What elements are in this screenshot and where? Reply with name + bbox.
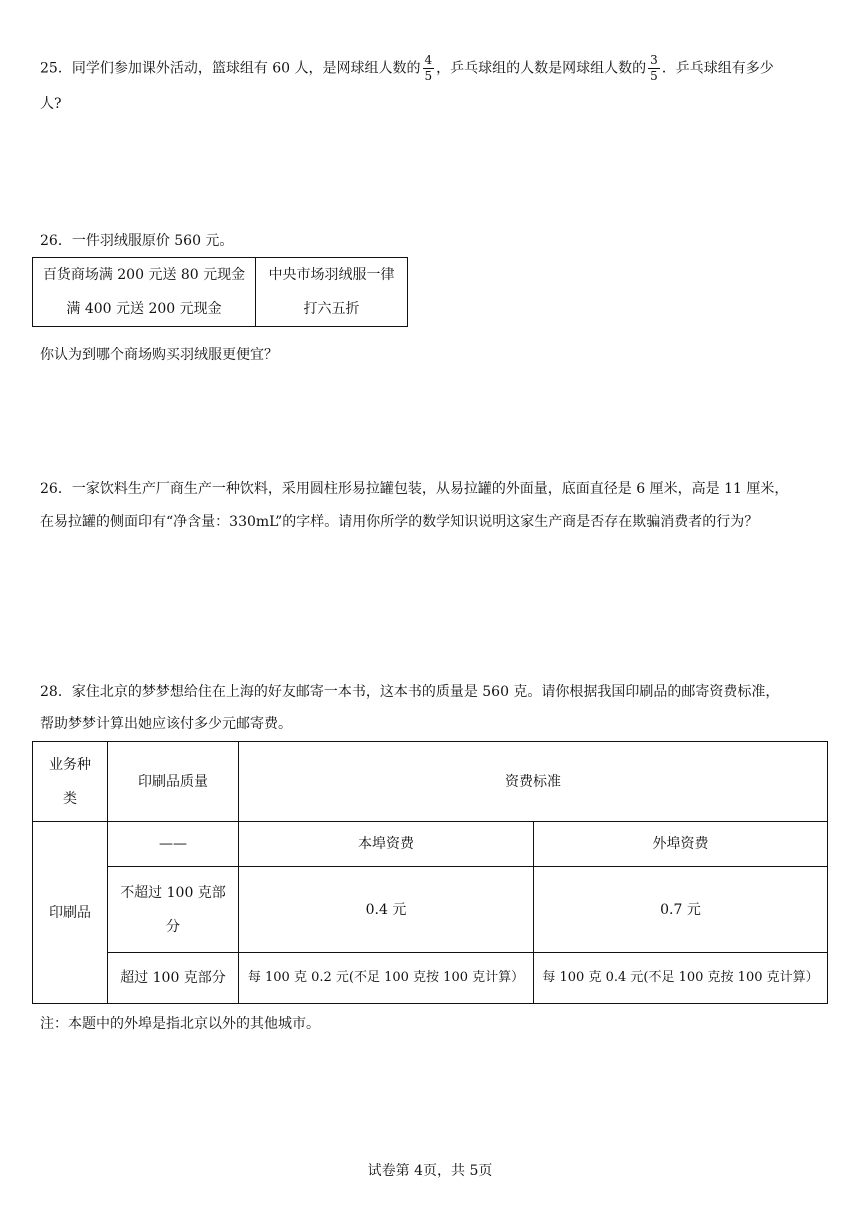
q25-text-b: ，乒乓球组的人数是网球组人数的 (436, 60, 647, 77)
promo-department-store: 百货商场满 200 元送 80 元现金 满 400 元送 200 元现金 (33, 258, 256, 327)
row2-remote-fee: 每 100 克 0.4 元(不足 100 克按 100 克计算） (534, 953, 828, 1004)
header-remote-fee: 外埠资费 (534, 822, 828, 867)
row1-local-fee: 0.4 元 (239, 867, 534, 953)
row2-local-fee: 每 100 克 0.2 元(不足 100 克按 100 克计算） (239, 953, 534, 1004)
header-fee-standard: 资费标准 (239, 742, 828, 822)
table-row (33, 953, 828, 1004)
category-print-matter: 印刷品 (33, 822, 108, 1004)
table-row (33, 867, 828, 953)
q25-line-1 (40, 54, 774, 83)
postage-table (32, 741, 828, 1004)
q25-text-a: 25．同学们参加课外活动，篮球组有 60 人，是网球组人数的 (40, 60, 421, 77)
promo-central-market: 中央市场羽绒服一律 打六五折 (256, 258, 408, 327)
table-row (33, 822, 828, 867)
q26a-promo-table (32, 257, 408, 327)
table-row (33, 742, 828, 822)
q25-text-c: ．乒乓球组有多少 (661, 60, 774, 77)
q28-line-2: 帮助梦梦计算出她应该付多少元邮寄费。 (40, 716, 292, 732)
q28-line-1: 28．家住北京的梦梦想给住在上海的好友邮寄一本书，这本书的质量是 560 克。请你根据我国印刷品的邮寄资费标准， (40, 684, 780, 700)
q25-line-2: 人? (40, 96, 62, 112)
q26a-question: 你认为到哪个商场购买羽绒服更便宜？ (40, 347, 278, 363)
header-print-weight: 印刷品质量 (108, 742, 239, 822)
weight-dash: —— (108, 822, 239, 867)
fraction-three-fifths: $\frac{3}{5}$ (650, 53, 658, 83)
page-footer: 试卷第 4页，共 5页 (367, 1163, 493, 1179)
header-local-fee: 本埠资费 (239, 822, 534, 867)
q26a-title: 26．一件羽绒服原价 560 元。 (40, 233, 234, 249)
row-up-to-100g: 不超过 100 克部 分 (108, 867, 239, 953)
header-business-type: 业务种 类 (33, 742, 108, 822)
row1-remote-fee: 0.7 元 (534, 867, 828, 953)
q26b-line-2: 在易拉罐的侧面印有“净含量：330mL”的字样。请用你所学的数学知识说明这家生产商是否存在欺骗消费者的行为？ (40, 514, 759, 530)
q28-note: 注：本题中的外埠是指北京以外的其他城市。 (40, 1016, 320, 1032)
row-over-100g: 超过 100 克部分 (108, 953, 239, 1004)
q26b-line-1: 26．一家饮料生产厂商生产一种饮料，采用圆柱形易拉罐包装，从易拉罐的外面量，底面直径是 6 厘米，高是 11 厘米， (40, 481, 789, 497)
fraction-four-fifths: $\frac{4}{5}$ (424, 53, 433, 83)
